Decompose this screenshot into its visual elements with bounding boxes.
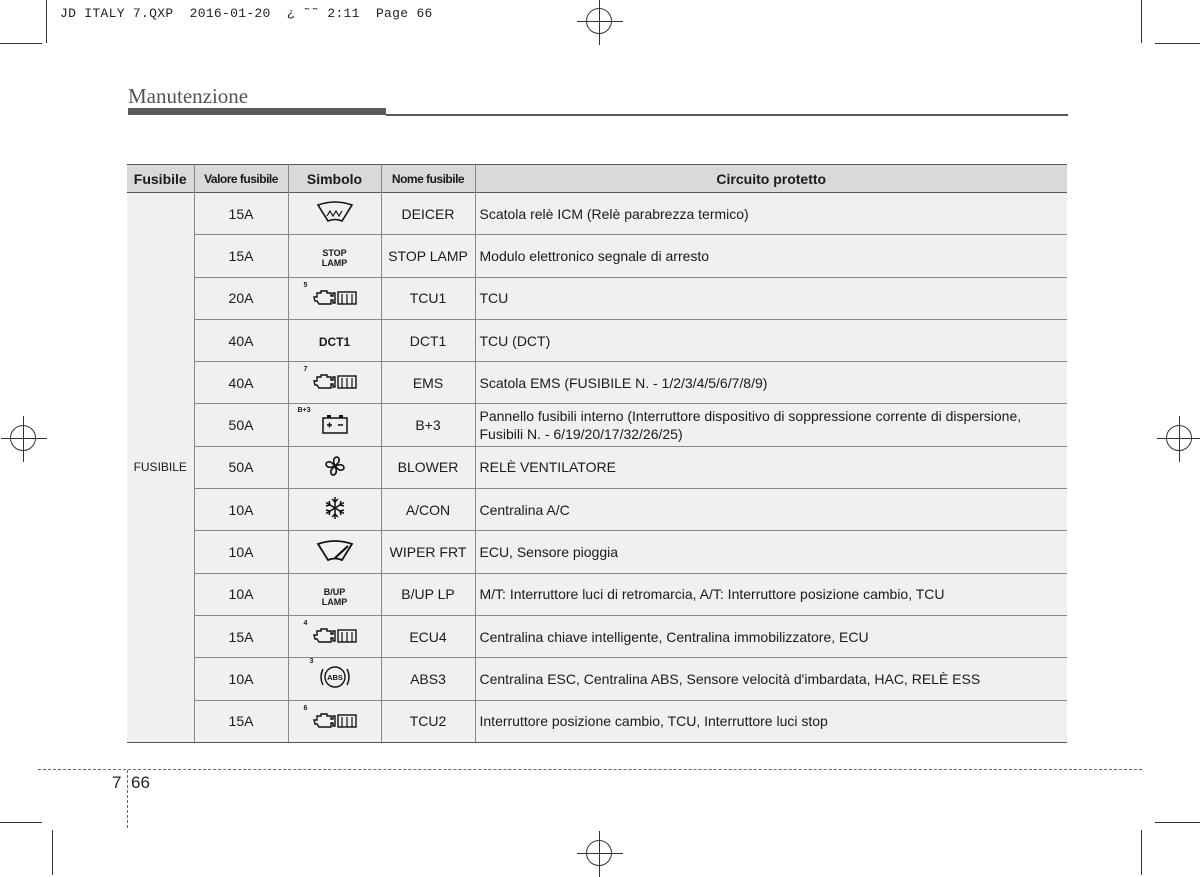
fuse-value: 15A [194,615,288,657]
symbol-superscript: 7 [303,366,308,374]
fuse-value: 15A [194,235,288,277]
table-row [127,193,1067,235]
symbol-cell [288,362,381,404]
table-header-row [127,165,1067,193]
fuse-name: B+3 [381,404,475,446]
table-row [127,615,1067,657]
symbol-cell [288,446,381,488]
header-valore: Valore fusibile [194,165,288,193]
header-fusibile: Fusibile [127,165,194,193]
fuse-name: TCU2 [381,700,475,742]
fuse-circuit: M/T: Interruttore luci di retromarcia, A/T: Interruttore posizione cambio, TCU [475,573,1067,615]
engine-transmission-icon [303,704,358,729]
fuse-table [127,164,1067,743]
fuse-name: A/CON [381,489,475,531]
table-row [127,362,1067,404]
fuse-circuit: Centralina ESC, Centralina ABS, Sensore velocità d'imbardata, HAC, RELÈ ESS [475,658,1067,700]
fuse-circuit: Scatola EMS (FUSIBILE N. - 1/2/3/4/5/6/7/8/9) [475,362,1067,404]
fuse-name: WIPER FRT [381,531,475,573]
symbol-cell [288,404,381,446]
registration-mark-top [586,8,612,34]
crop-mark [1155,43,1200,44]
symbol-cell [288,277,381,319]
fuse-value: 10A [194,573,288,615]
crop-mark [0,822,42,823]
fuse-value: 40A [194,319,288,361]
symbol-cell [288,193,381,235]
table-row [127,700,1067,742]
fuse-value: 10A [194,489,288,531]
symbol-superscript: 5 [303,281,308,289]
stop-lamp-symbol: STOP LAMP [321,248,348,269]
fuse-value: 50A [194,446,288,488]
symbol-cell [288,489,381,531]
fuse-name: STOP LAMP [381,235,475,277]
crop-mark [1141,0,1142,43]
table-row [127,235,1067,277]
fuse-circuit: TCU [475,277,1067,319]
crop-mark [46,0,47,43]
abs-icon [309,658,352,690]
symbol-cell [288,319,381,361]
table-row [127,531,1067,573]
registration-mark-left [10,425,36,451]
fuse-name: DCT1 [381,319,475,361]
heading-rule-thin [386,114,1068,116]
symbol-cell [288,700,381,742]
fuse-name: DEICER [381,193,475,235]
table-row [127,446,1067,488]
dct1-symbol: DCT1 [318,334,351,349]
battery-icon [297,406,350,435]
engine-transmission-icon [303,366,358,390]
footer-dashed-divider [127,770,128,828]
table-row [127,404,1067,446]
fuse-value: 50A [194,404,288,446]
snowflake-icon [323,495,347,521]
fuse-name: ECU4 [381,615,475,657]
abs-icon-label: ABS [326,673,343,683]
fuse-value: 15A [194,193,288,235]
fuse-name: TCU1 [381,277,475,319]
fuse-value: 10A [194,531,288,573]
fuse-name: EMS [381,362,475,404]
header-simbolo: Simbolo [288,165,381,193]
table-row [127,658,1067,700]
symbol-cell [288,615,381,657]
symbol-superscript: 3 [309,658,314,666]
symbol-cell [288,573,381,615]
fuse-group-label: FUSIBILE [127,193,194,743]
fuse-circuit: Modulo elettronico segnale di arresto [475,235,1067,277]
chapter-number: 7 [112,773,122,792]
footer-dashed-rule [38,769,1142,770]
fuse-value: 20A [194,277,288,319]
table-row [127,277,1067,319]
fuse-circuit: Centralina chiave intelligente, Centralina immobilizzatore, ECU [475,615,1067,657]
fuse-circuit: Centralina A/C [475,489,1067,531]
fuse-circuit: TCU (DCT) [475,319,1067,361]
fan-icon [322,453,348,479]
header-nome: Nome fusibile [381,165,475,193]
wiper-icon [315,539,355,563]
symbol-superscript: 4 [303,620,308,628]
crop-mark [1141,830,1142,875]
fuse-value: 10A [194,658,288,700]
backup-lamp-symbol: B/UP LAMP [321,586,348,607]
symbol-cell [288,235,381,277]
crop-mark [1155,822,1200,823]
fuse-name: B/UP LP [381,573,475,615]
fuse-value: 15A [194,700,288,742]
registration-mark-bottom [586,840,612,866]
symbol-superscript: B+3 [297,406,311,414]
defroster-icon [315,200,355,224]
fuse-circuit: Scatola relè ICM (Relè parabrezza termico) [475,193,1067,235]
page-number: 66 [131,773,150,792]
table-row [127,489,1067,531]
symbol-superscript: 6 [303,704,308,712]
symbol-cell [288,658,381,700]
crop-mark [52,830,53,875]
printer-slug: JD ITALY 7.QXP 2016-01-20 ¿ ˜˜ 2:11 Page 66 [60,6,433,21]
table-row [127,319,1067,361]
fuse-circuit: RELÈ VENTILATORE [475,446,1067,488]
section-title: Manutenzione [128,84,249,108]
fuse-name: ABS3 [381,658,475,700]
fuse-circuit: Interruttore posizione cambio, TCU, Interruttore luci stop [475,700,1067,742]
registration-mark-right [1166,425,1192,451]
engine-transmission-icon [303,620,358,644]
heading-rule-thick [128,108,386,115]
crop-mark [0,43,42,44]
fuse-circuit: ECU, Sensore pioggia [475,531,1067,573]
fuse-circuit: Pannello fusibili interno (Interruttore dispositivo di soppressione corrente di dispersione, Fusibili N. - 6/19/20/17/32/26/25) [475,404,1067,446]
header-circuito: Circuito protetto [475,165,1067,193]
fuse-name: BLOWER [381,446,475,488]
fuse-value: 40A [194,362,288,404]
symbol-cell [288,531,381,573]
engine-transmission-icon [303,281,358,306]
table-row [127,573,1067,615]
